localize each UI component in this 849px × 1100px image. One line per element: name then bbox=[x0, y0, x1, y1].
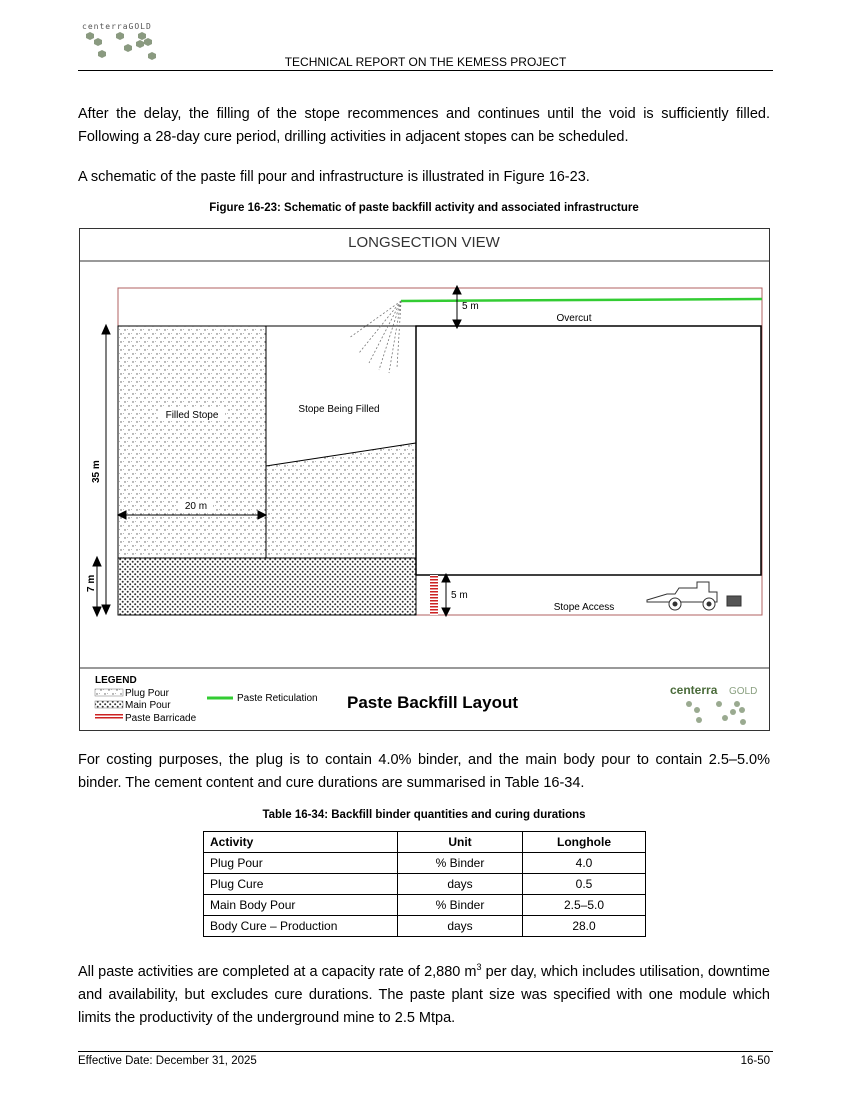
header-title: TECHNICAL REPORT ON THE KEMESS PROJECT bbox=[284, 55, 567, 69]
legend-barricade-swatch bbox=[95, 713, 123, 720]
legend-paste-reticulation: Paste Reticulation bbox=[237, 693, 318, 704]
legend-plug-pour: Plug Pour bbox=[125, 688, 169, 699]
table-header-row bbox=[204, 832, 646, 853]
table-header-activity: Activity bbox=[204, 832, 398, 853]
legend-paste-barricade: Paste Barricade bbox=[125, 713, 197, 724]
legend-title: LEGEND bbox=[95, 675, 137, 686]
footer-effective-date: Effective Date: December 31, 2025 bbox=[78, 1055, 257, 1067]
stope-being-filled-label: Stope Being Filled bbox=[298, 404, 380, 415]
table-cell-unit: days bbox=[398, 874, 523, 895]
table-cell-longhole: 4.0 bbox=[523, 853, 646, 874]
paragraph-4 bbox=[78, 956, 770, 1030]
height-35-label: 35 m bbox=[91, 460, 102, 483]
table-cell-unit: % Binder bbox=[398, 853, 523, 874]
table-header-unit: Unit bbox=[398, 832, 523, 853]
paste-barricade bbox=[430, 575, 438, 615]
width-20-label: 20 m bbox=[184, 501, 208, 512]
paragraph-4-part-2: per day, which includes utilisation, downtime and availability, but excludes cure durations. The paste plant size was specified with one module which limits the productivity of the underground mine to 2.5 Mtpa. bbox=[78, 963, 770, 1026]
table-row bbox=[204, 874, 646, 895]
paragraph-4-superscript: 3 bbox=[476, 962, 482, 972]
table-cell-longhole: 0.5 bbox=[523, 874, 646, 895]
paragraph-4-part-1: All paste activities are completed at a capacity rate of 2,880 m bbox=[78, 963, 477, 980]
filled-stope-label: Filled Stope bbox=[165, 410, 219, 421]
open-stope bbox=[416, 326, 761, 575]
footer-rule bbox=[78, 1051, 773, 1052]
table-cell-activity: Main Body Pour bbox=[204, 895, 398, 916]
table-row bbox=[204, 916, 646, 937]
table-cell-unit: % Binder bbox=[398, 895, 523, 916]
table-cell-unit: days bbox=[398, 916, 523, 937]
table-row bbox=[204, 853, 646, 874]
table-header-longhole: Longhole bbox=[523, 832, 646, 853]
binder-table bbox=[203, 831, 646, 937]
table-cell-activity: Body Cure – Production bbox=[204, 916, 398, 937]
header-logo-text: centerraGOLD bbox=[82, 22, 152, 31]
table-row bbox=[204, 895, 646, 916]
figure-caption: Figure 16-23: Schematic of paste backfill activity and associated infrastructure bbox=[209, 202, 639, 214]
layout-title: Paste Backfill Layout bbox=[347, 693, 519, 712]
legend-main-swatch bbox=[95, 701, 123, 708]
legend-main-pour: Main Pour bbox=[125, 700, 171, 711]
stope-access-label: Stope Access bbox=[553, 602, 615, 613]
table-caption: Table 16-34: Backfill binder quantities and curing durations bbox=[262, 809, 586, 821]
figure-logo-text-b: GOLD bbox=[729, 686, 758, 697]
access-dim-label: 5 m bbox=[451, 590, 468, 601]
header-rule bbox=[78, 70, 773, 71]
overcut-dim-label: 5 m bbox=[462, 301, 479, 312]
table-cell-longhole: 28.0 bbox=[523, 916, 646, 937]
paragraph-3: For costing purposes, the plug is to contain 4.0% binder, and the main body pour to contain 2.5–5.0% binder. The cement content and cure durations are summarised in Table 16-34. bbox=[78, 752, 770, 791]
paragraph-2: A schematic of the paste fill pour and infrastructure is illustrated in Figure 16-23. bbox=[78, 169, 590, 185]
paste-backfill-figure bbox=[79, 228, 770, 731]
view-title: LONGSECTION VIEW bbox=[348, 234, 500, 251]
figure-logo-text-a: centerra bbox=[670, 683, 718, 697]
paragraph-1: After the delay, the filling of the stope recommences and continues until the void is sufficiently filled. Following a 28-day cure period, drilling activities in adjacent stopes can be scheduled. bbox=[78, 106, 770, 145]
height-7-label: 7 m bbox=[86, 574, 97, 592]
overcut-label: Overcut bbox=[556, 313, 592, 324]
table-cell-activity: Plug Pour bbox=[204, 853, 398, 874]
plug-pour-area bbox=[118, 558, 416, 615]
table-cell-activity: Plug Cure bbox=[204, 874, 398, 895]
table-cell-longhole: 2.5–5.0 bbox=[523, 895, 646, 916]
legend-plug-swatch bbox=[95, 689, 123, 696]
filled-stope bbox=[118, 326, 266, 558]
footer-page-number: 16-50 bbox=[740, 1055, 770, 1067]
